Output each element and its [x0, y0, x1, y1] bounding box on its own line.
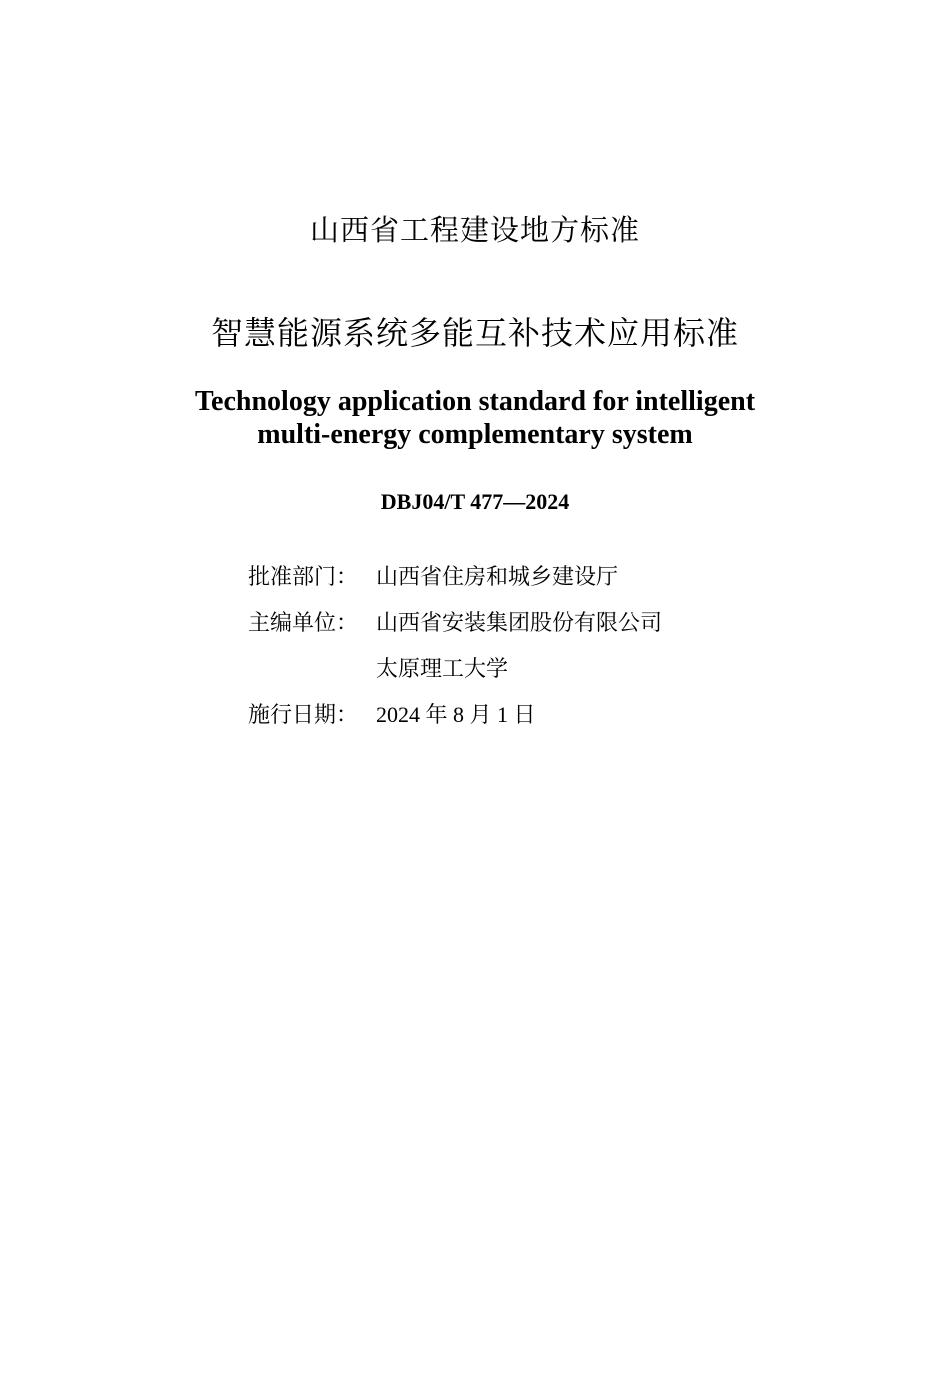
editor-row-2	[248, 644, 662, 690]
editor-value-2: 太原理工大学	[376, 655, 509, 681]
publication-info	[248, 552, 662, 736]
editor-label: 主编单位：	[248, 610, 359, 636]
english-title-line-1: Technology application standard for intelligent	[194, 386, 756, 417]
english-title	[0, 385, 950, 451]
editor-value-1: 山西省安装集团股份有限公司	[376, 609, 663, 635]
approval-value: 山西省住房和城乡建设厅	[376, 563, 619, 589]
series-title: 山西省工程建设地方标准	[309, 213, 640, 247]
effective-label: 施行日期：	[248, 702, 359, 728]
standard-code: DBJ04/T 477—2024	[380, 489, 570, 514]
editor-row	[248, 598, 662, 644]
approval-row	[248, 552, 662, 598]
effective-row	[248, 690, 662, 736]
page-title: 智慧能源系统多能互补技术应用标准	[210, 314, 739, 352]
effective-value: 2024 年 8 月 1 日	[376, 701, 536, 727]
english-title-line-2: multi-energy complementary system	[257, 419, 693, 450]
approval-label: 批准部门：	[248, 564, 359, 590]
